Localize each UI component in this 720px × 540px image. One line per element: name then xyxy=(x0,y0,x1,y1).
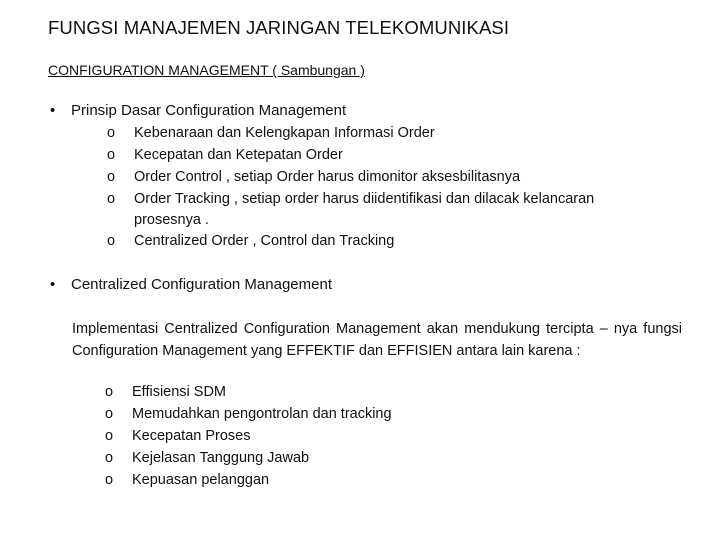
list-item-text: Kepuasan pelanggan xyxy=(132,472,270,488)
page-title: FUNGSI MANAJEMEN JARINGAN TELEKOMUNIKASI xyxy=(48,17,510,38)
section1-heading: Prinsip Dasar Configuration Management xyxy=(71,102,347,119)
circle-bullet-icon: o xyxy=(105,428,114,444)
list-item-text: Order Tracking , setiap order harus diidentifikasi dan dilacak kelancaran xyxy=(134,191,595,207)
bullet-icon: • xyxy=(50,102,56,119)
list-item-text: Centralized Order , Control dan Tracking xyxy=(134,233,395,249)
circle-bullet-icon: o xyxy=(107,233,116,249)
section-subtitle: CONFIGURATION MANAGEMENT ( Sambungan ) xyxy=(48,62,365,78)
list-item-continuation: prosesnya . xyxy=(134,212,209,228)
section2-heading-row xyxy=(50,276,332,293)
bullet-icon: • xyxy=(50,276,56,293)
circle-bullet-icon: o xyxy=(107,169,116,185)
list-item-text: Effisiensi SDM xyxy=(132,384,227,400)
circle-bullet-icon: o xyxy=(105,406,114,422)
circle-bullet-icon: o xyxy=(105,472,114,488)
list-item-text: Kejelasan Tanggung Jawab xyxy=(132,450,310,466)
circle-bullet-icon: o xyxy=(105,450,114,466)
list-item-text: Memudahkan pengontrolan dan tracking xyxy=(132,406,392,422)
list-item-text: Kecepatan Proses xyxy=(132,428,251,444)
section2-heading: Centralized Configuration Management xyxy=(71,276,332,293)
circle-bullet-icon: o xyxy=(107,191,116,207)
section2-paragraph: Implementasi Centralized Configuration Management akan mendukung tercipta – nya fungsi Configuration Management yang EFFEKTIF dan EFFISIEN antara lain karena : xyxy=(72,321,682,359)
list-item-text: Order Control , setiap Order harus dimonitor aksesbilitasnya xyxy=(134,169,521,185)
circle-bullet-icon: o xyxy=(105,384,114,400)
list-item-text: Kecepatan dan Ketepatan Order xyxy=(134,147,343,163)
section1-heading-row xyxy=(50,102,346,119)
circle-bullet-icon: o xyxy=(107,125,116,141)
list-item-text: Kebenaraan dan Kelengkapan Informasi Order xyxy=(134,125,435,141)
circle-bullet-icon: o xyxy=(107,147,116,163)
